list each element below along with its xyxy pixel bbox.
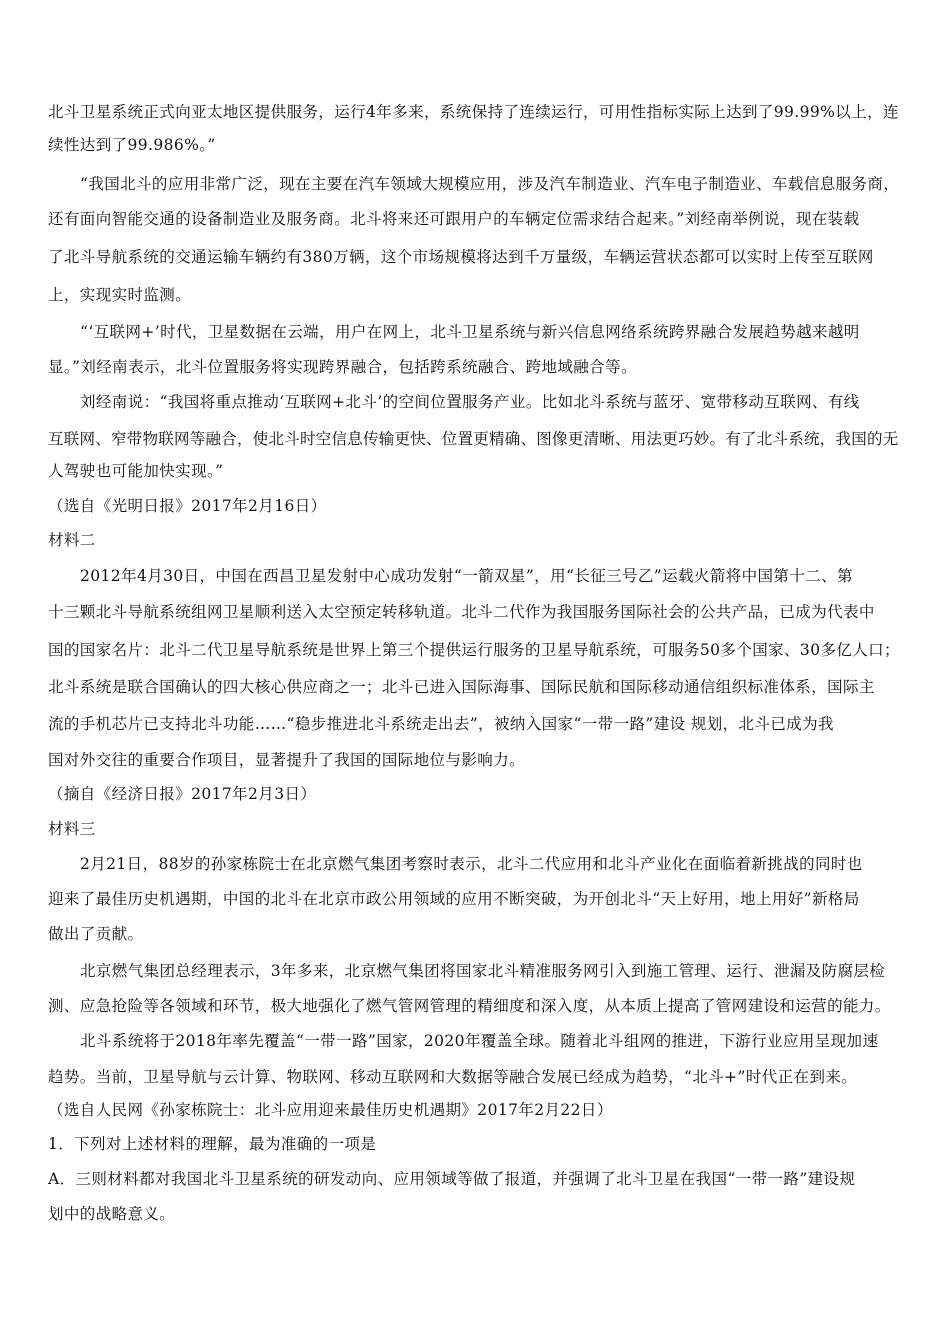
paragraph-line: 2月21日，88岁的孙家栋院士在北京燃气集团考察时表示，北斗二代应用和北斗产业化在面临着新挑战的同时也 — [80, 855, 863, 873]
section-heading: 材料三 — [48, 820, 96, 838]
paragraph-line: 测、应急抢险等各领域和环节，极大地强化了燃气管网管理的精细度和深入度，从本质上提高了管网建设和运营的能力。 — [48, 997, 891, 1015]
paragraph-line: 迎来了最佳历史机遇期，中国的北斗在北京市政公用领域的应用不断突破，为开创北斗“天上好用，地上用好”新格局 — [48, 890, 860, 908]
paragraph-line: 国对外交往的重要合作项目，显著提升了我国的国际地位与影响力。 — [48, 751, 526, 769]
paragraph-line: 流的手机芯片已支持北斗功能……“稳步推进北斗系统走出去”，被纳入国家“一带一路”建设 规划，北斗已成为我 — [48, 715, 834, 733]
paragraph-line: 续性达到了99.986%。” — [48, 136, 216, 154]
paragraph-line: 国的国家名片：北斗二代卫星导航系统是世界上第三个提供运行服务的卫星导航系统，可服务50多个国家、30多亿人口； — [48, 641, 900, 659]
source-citation: （摘自《经济日报》2017年2月3日） — [48, 785, 317, 803]
paragraph-line: 了北斗导航系统的交通运输车辆约有380万辆，这个市场规模将达到千万量级，车辆运营状态都可以实时上传至互联网 — [48, 248, 874, 266]
paragraph-line: 上，实现实时监测。 — [48, 286, 192, 304]
question-stem: 1．下列对上述材料的理解，最为准确的一项是 — [48, 1135, 377, 1153]
paragraph-line: “‘互联网+’时代，卫星数据在云端，用户在网上，北斗卫星系统与新兴信息网络系统跨界融合发展趋势越来越明 — [80, 323, 860, 341]
answer-option-a-continued: 划中的战略意义。 — [48, 1205, 176, 1223]
paragraph-line: 人驾驶也可能加快实现。” — [48, 462, 224, 480]
paragraph-line: 趋势。当前，卫星导航与云计算、物联网、移动互联网和大数据等融合发展已经成为趋势，“北斗+”时代正在到来。 — [48, 1068, 858, 1086]
paragraph-line: 2012年4月30日，中国在西昌卫星发射中心成功发射“一箭双星”，用“长征三号乙”运载火箭将中国第十二、第 — [80, 567, 853, 585]
paragraph-line: 北京燃气集团总经理表示，3年多来，北京燃气集团将国家北斗精准服务网引入到施工管理、运行、泄漏及防腐层检 — [80, 962, 886, 980]
paragraph-line: 北斗系统是联合国确认的四大核心供应商之一；北斗已进入国际海事、国际民航和国际移动通信组织标准体系，国际主 — [48, 678, 875, 696]
source-citation: （选自人民网《孙家栋院士：北斗应用迎来最佳历史机遇期》2017年2月22日） — [48, 1101, 613, 1119]
paragraph-line: 刘经南说：“我国将重点推动‘互联网+北斗’的空间位置服务产业。比如北斗系统与蓝牙、宽带移动互联网、有线 — [80, 393, 860, 411]
answer-option-a: A．三则材料都对我国北斗卫星系统的研发动向、应用领域等做了报道，并强调了北斗卫星在我国“一带一路”建设规 — [48, 1170, 856, 1188]
paragraph-line: 显。”刘经南表示，北斗位置服务将实现跨界融合，包括跨系统融合、跨地域融合等。 — [48, 358, 637, 376]
section-heading: 材料二 — [48, 531, 96, 549]
paragraph-line: “我国北斗的应用非常广泛，现在主要在汽车领域大规模应用，涉及汽车制造业、汽车电子制造业、车载信息服务商， — [80, 175, 900, 193]
source-citation: （选自《光明日报》2017年2月16日） — [48, 497, 327, 515]
paragraph-line: 十三颗北斗导航系统组网卫星顺利送入太空预定转移轨道。北斗二代作为我国服务国际社会的公共产品，已成为代表中 — [48, 603, 875, 621]
paragraph-line: 做出了贡献。 — [48, 925, 144, 943]
paragraph-line: 互联网、窄带物联网等融合，使北斗时空信息传输更快、位置更精确、图像更清晰、用法更巧妙。有了北斗系统，我国的无 — [48, 430, 899, 448]
paragraph-line: 北斗系统将于2018年率先覆盖“一带一路”国家，2020年覆盖全球。随着北斗组网的推进，下游行业应用呈现加速 — [80, 1032, 879, 1050]
paragraph-line: 还有面向智能交通的设备制造业及服务商。北斗将来还可跟用户的车辆定位需求结合起来。”刘经南举例说，现在装载 — [48, 210, 860, 228]
paragraph-line: 北斗卫星系统正式向亚太地区提供服务，运行4年多来，系统保持了连续运行，可用性指标实际上达到了99.99%以上，连 — [48, 103, 899, 121]
